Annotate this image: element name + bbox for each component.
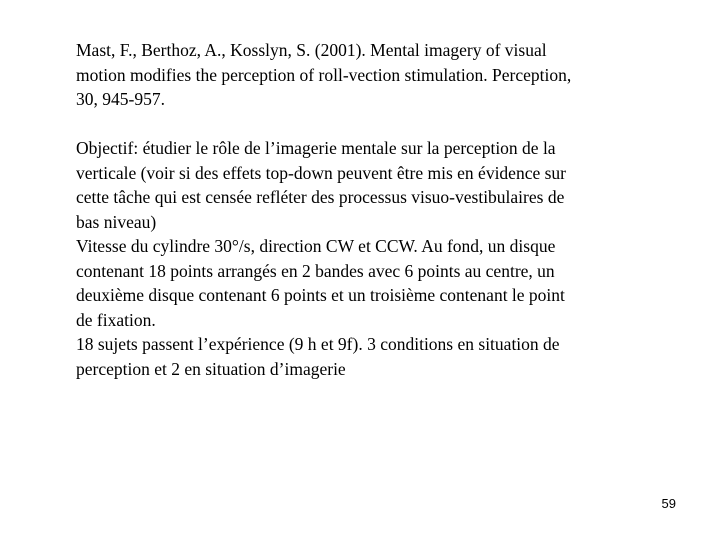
notes-line: Vitesse du cylindre 30°/s, direction CW et CCW. Au fond, un disque xyxy=(76,236,556,256)
citation-line: Mast, F., Berthoz, A., Kosslyn, S. (2001). Mental imagery of visual xyxy=(76,40,547,60)
notes-line: 18 sujets passent l’expérience (9 h et 9f). 3 conditions en situation de xyxy=(76,334,560,354)
notes-line: contenant 18 points arrangés en 2 bandes avec 6 points au centre, un xyxy=(76,260,555,281)
notes-line: deuxième disque contenant 6 points et un troisième contenant le point xyxy=(76,285,565,305)
notes-line: bas niveau) xyxy=(76,211,157,232)
notes-line: cette tâche qui est censée refléter des processus visuo-vestibulaires de xyxy=(76,187,565,207)
page-number: 59 xyxy=(661,496,676,511)
citation-reference xyxy=(76,38,656,112)
study-notes xyxy=(76,136,656,381)
citation-line: 30, 945-957. xyxy=(76,89,165,109)
notes-line: Objectif: étudier le rôle de l’imagerie mentale sur la perception de la xyxy=(76,138,556,158)
citation-line: motion modifies the perception of roll-vection stimulation. Perception, xyxy=(76,64,572,85)
notes-line: verticale (voir si des effets top-down peuvent être mis en évidence sur xyxy=(76,162,566,183)
notes-line: de fixation. xyxy=(76,309,156,330)
notes-line: perception et 2 en situation d’imagerie xyxy=(76,358,346,379)
